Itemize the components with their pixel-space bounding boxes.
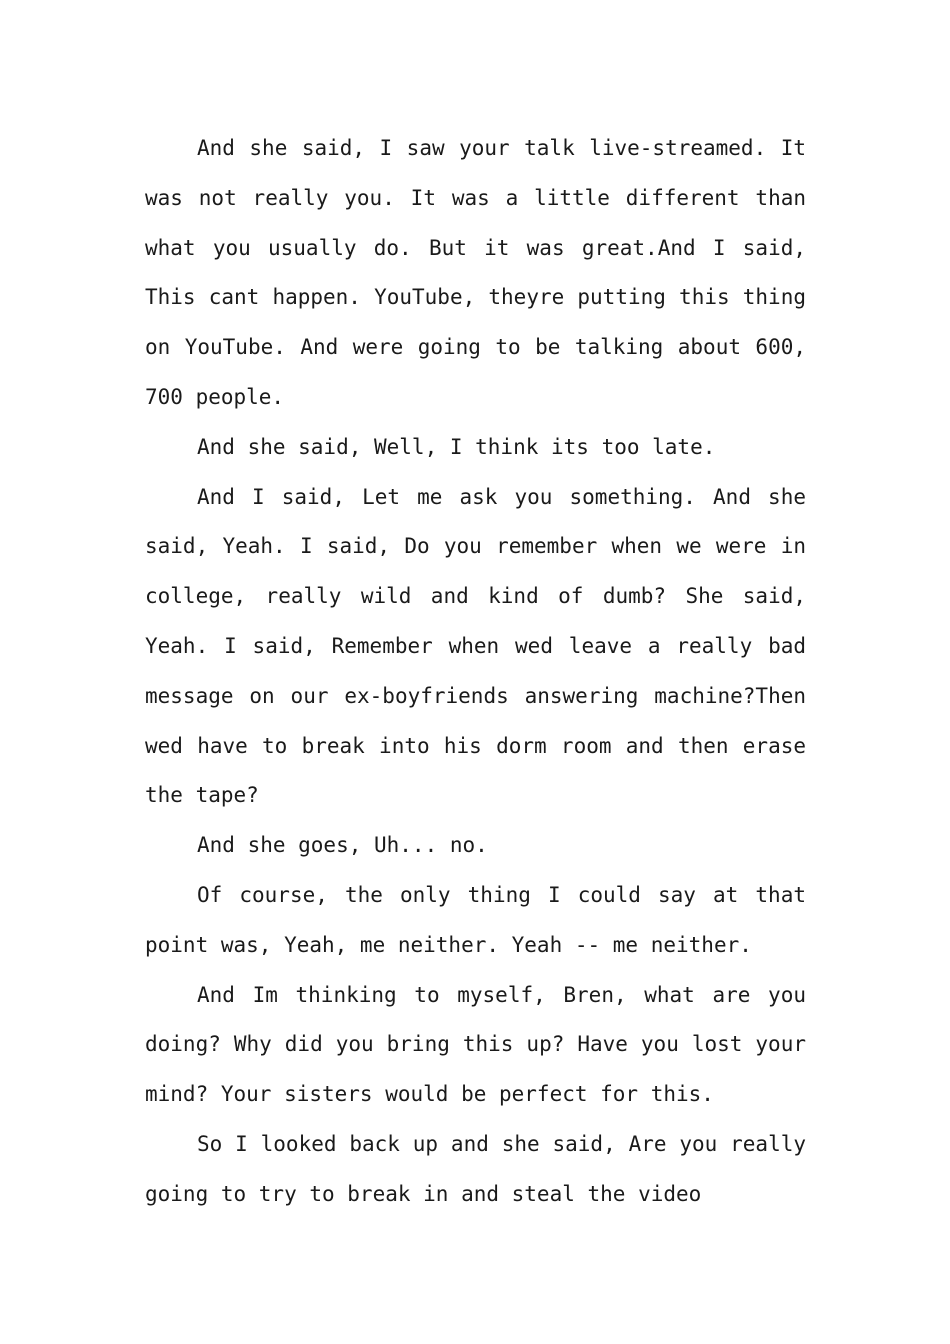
document-body (145, 124, 806, 1220)
paragraph-2: And she said, Well, I think its too late. (197, 434, 716, 459)
paragraph-1: And she said, I saw your talk live-streamed. It was not really you. It was a little different than what you usually do. But it was great.And I said, This cant happen. YouTube, theyre putting this thing on YouTube. And were going to be talking about 600, 700 people. (145, 136, 806, 409)
paragraph-7: So I looked back up and she said, Are you really going to try to break in and steal the video (145, 1131, 806, 1206)
paragraph-4: And she goes, Uh... no. (197, 833, 488, 858)
paragraph-3: And I said, Let me ask you something. And she said, Yeah. I said, Do you remember when we were in college, really wild and kind of dumb? She said, Yeah. I said, Remember when wed leave a really bad message on our ex-boyfriends answering machine?Then wed have to break into his dorm room and then erase the tape? (145, 484, 806, 808)
paragraph-5: Of course, the only thing I could say at that point was, Yeah, me neither. Yeah -- me neither. (145, 882, 806, 957)
paragraph-6: And Im thinking to myself, Bren, what are you doing? Why did you bring this up? Have you lost your mind? Your sisters would be perfect for this. (145, 982, 806, 1107)
